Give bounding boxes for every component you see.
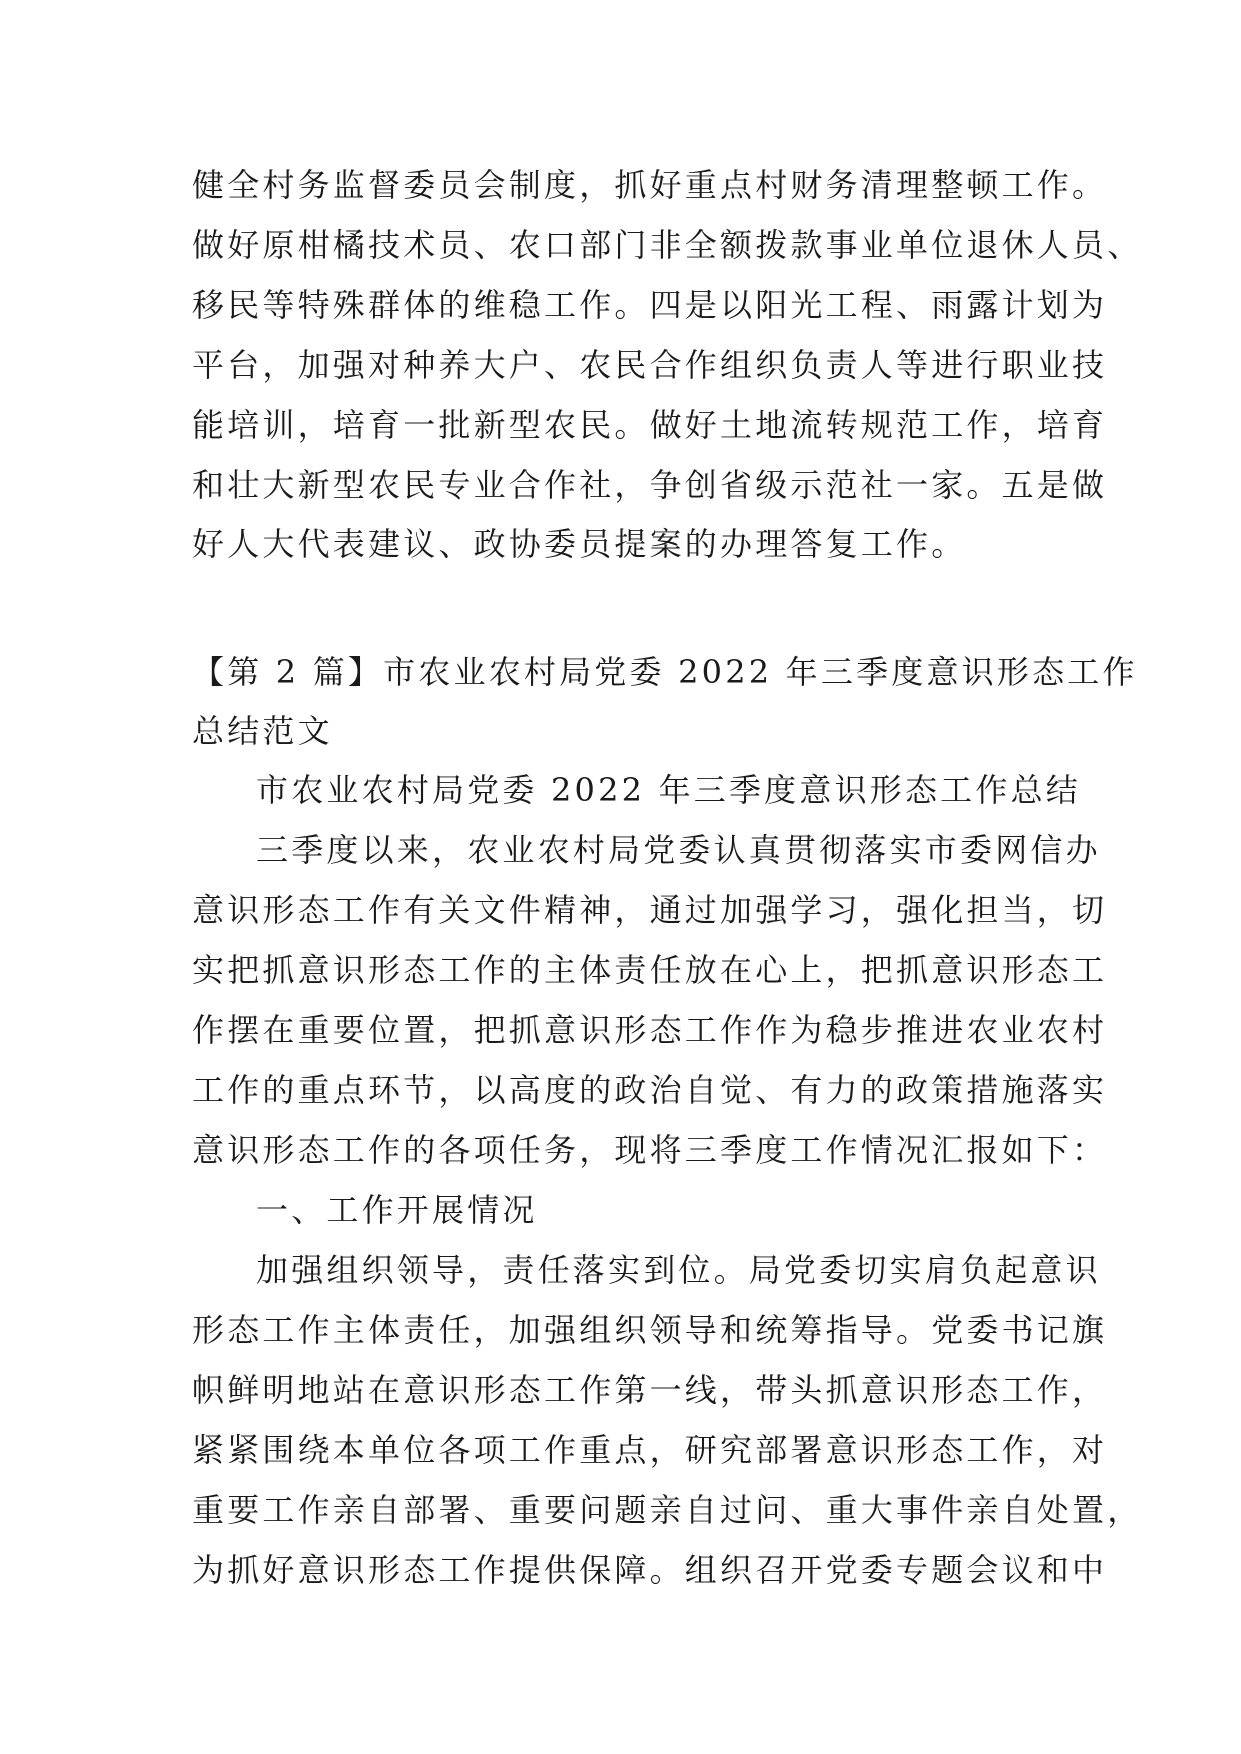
paragraph-line: 能培训，培育一批新型农民。做好土地流转规范工作，培育: [192, 406, 1108, 444]
paragraph-line: 平台，加强对种养大户、农民合作组织负责人等进行职业技: [192, 346, 1108, 384]
paragraph-line: 紧紧围绕本单位各项工作重点，研究部署意识形态工作，对: [192, 1431, 1108, 1469]
paragraph-line: 实把抓意识形态工作的主体责任放在心上，把抓意识形态工: [192, 951, 1108, 989]
paragraph-line: 加强组织领导，责任落实到位。局党委切实肩负起意识: [256, 1251, 1101, 1289]
paragraph-line: 好人大代表建议、政协委员提案的办理答复工作。: [192, 525, 967, 563]
paragraph-line: 意识形态工作有关文件精神，通过加强学习，强化担当，切: [192, 891, 1108, 929]
paragraph-line: 帜鲜明地站在意识形态工作第一线，带头抓意识形态工作，: [192, 1371, 1108, 1409]
paragraph-line: 和壮大新型农民专业合作社，争创省级示范社一家。五是做: [192, 466, 1108, 504]
paragraph-line: 做好原柑橘技术员、农口部门非全额拨款事业单位退休人员、: [192, 226, 1143, 264]
paragraph-line: 健全村务监督委员会制度，抓好重点村财务清理整顿工作。: [192, 166, 1108, 204]
paragraph-line: 作摆在重要位置，把抓意识形态工作作为稳步推进农业农村: [192, 1011, 1108, 1049]
paragraph-line: 意识形态工作的各项任务，现将三季度工作情况汇报如下：: [192, 1131, 1108, 1169]
section-heading: 一、工作开展情况: [256, 1191, 538, 1229]
article-heading-line: 【第 2 篇】市农业农村局党委 2022 年三季度意识形态工作: [192, 653, 1138, 691]
document-title: 市农业农村局党委 2022 年三季度意识形态工作总结: [256, 771, 1081, 809]
paragraph-line: 工作的重点环节，以高度的政治自觉、有力的政策措施落实: [192, 1071, 1108, 1109]
paragraph-line: 移民等特殊群体的维稳工作。四是以阳光工程、雨露计划为: [192, 286, 1108, 324]
paragraph-line: 为抓好意识形态工作提供保障。组织召开党委专题会议和中: [192, 1551, 1108, 1589]
paragraph-line: 重要工作亲自部署、重要问题亲自过问、重大事件亲自处置，: [192, 1491, 1143, 1529]
paragraph-line: 三季度以来，农业农村局党委认真贯彻落实市委网信办: [256, 831, 1101, 869]
article-heading-line: 总结范文: [192, 712, 333, 750]
paragraph-line: 形态工作主体责任，加强组织领导和统筹指导。党委书记旗: [192, 1311, 1108, 1349]
